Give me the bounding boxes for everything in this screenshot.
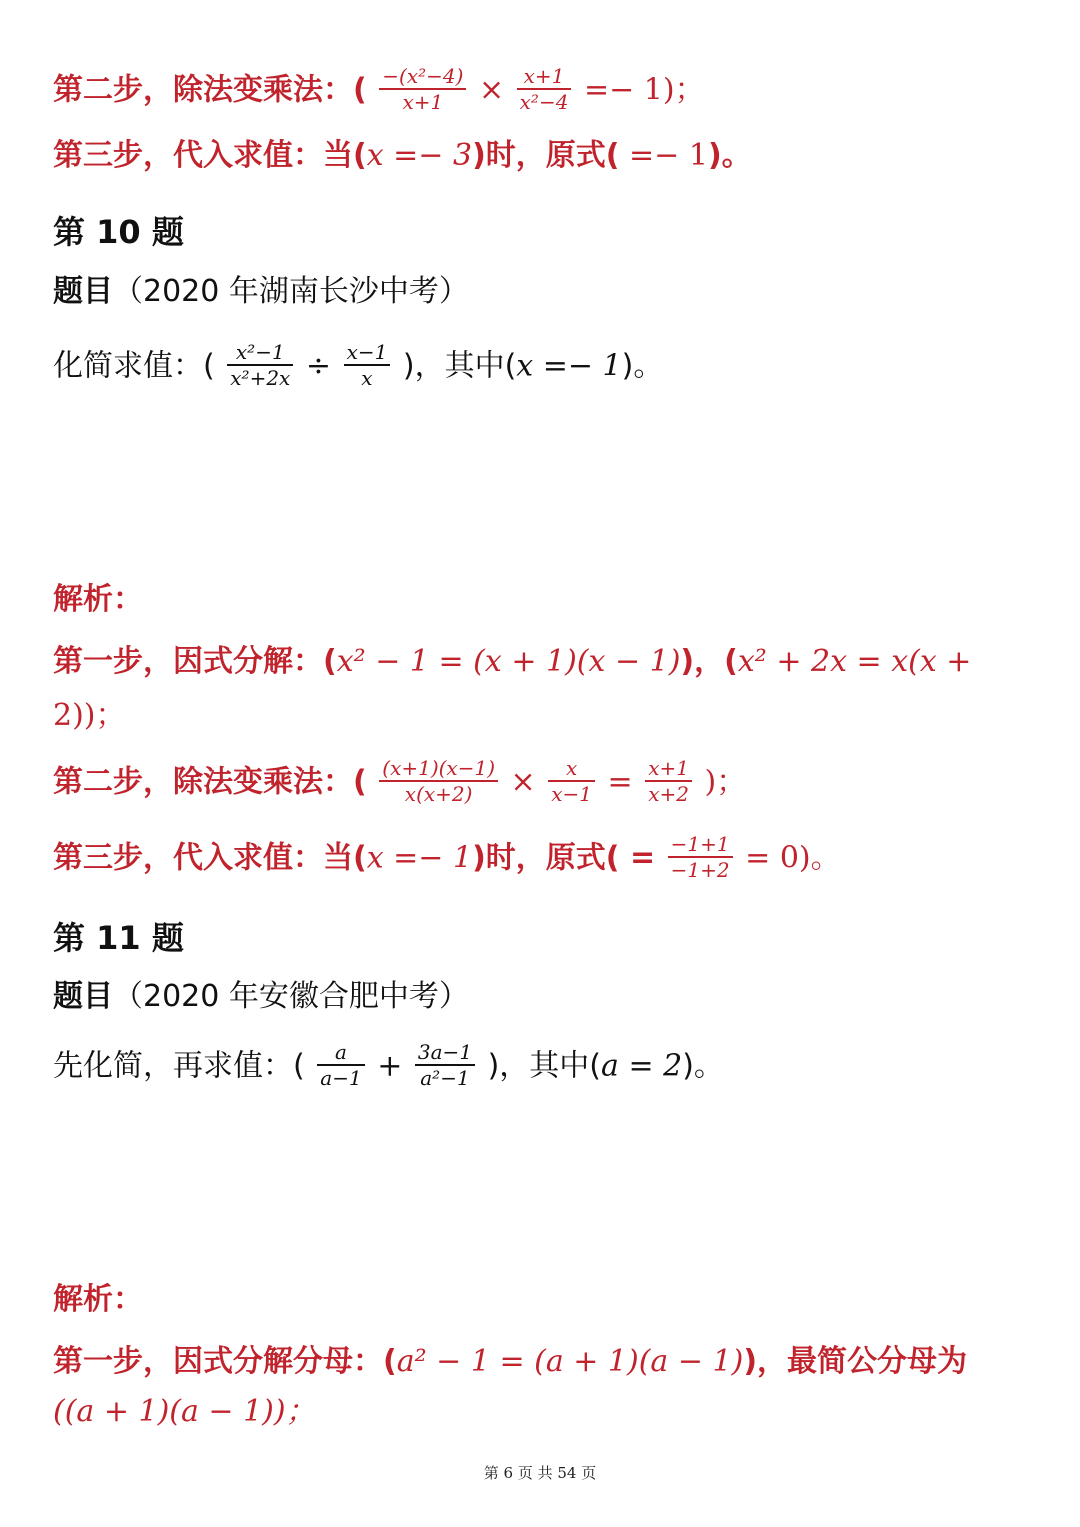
q11-prompt-end: )。 — [682, 1048, 724, 1084]
q10-step3-expr1: x =− 1 — [366, 840, 473, 876]
q10-step3-label: 第三步，代入求值：当( — [53, 840, 367, 876]
q10-prompt — [53, 342, 663, 392]
q11-prompt — [53, 1042, 724, 1092]
q11-step1-tail: )，最简公分母为 — [743, 1344, 968, 1379]
q10-step2-eq: = — [607, 764, 633, 800]
q10-analysis-label: 解析： — [53, 582, 143, 617]
q10-prompt-end: )。 — [621, 348, 664, 384]
q11-analysis-label: 解析： — [53, 1282, 143, 1317]
q11-step1-expr: a² − 1 = (a + 1)(a − 1) — [396, 1344, 744, 1379]
q11-heading: 第 11 题 — [53, 919, 184, 957]
prev-step3 — [53, 136, 752, 176]
q10-step3-mid: )时，原式( = — [472, 840, 656, 876]
prev-step2 — [53, 66, 705, 116]
q10-step1-expr1: x² − 1 = (x + 1)(x − 1) — [336, 644, 681, 679]
prev-step2-frac1: $\frac{\text{−(x²−4)}}{x+1}$ — [379, 64, 466, 114]
q10-frac2: $\frac{x-1}{x}$ — [344, 340, 391, 390]
q10-step2-frac1: $\frac{(x+1)(x-1)}{x(x+2)}$ — [379, 756, 498, 806]
prev-step2-frac2: $\frac{x+1}{\text{x²−4}}$ — [517, 64, 572, 114]
q10-frac1: $\frac{\text{x²−1}}{\text{x²+2x}}$ — [227, 340, 293, 390]
q10-heading: 第 10 题 — [53, 213, 184, 251]
prev-step3-mid: )时，原式( — [472, 138, 620, 173]
q10-title-label: 题目 — [53, 274, 113, 309]
q10-step1-cont: 2))； — [53, 698, 126, 733]
prev-step3-expr2: =− 1 — [619, 138, 708, 173]
prev-step3-label: 第三步，代入求值：当( — [53, 138, 367, 173]
q11-title — [53, 977, 469, 1017]
q10-step3 — [53, 834, 841, 884]
prev-step2-times: × — [478, 72, 505, 108]
q11-source: （2020 年安徽合肥中考） — [113, 979, 469, 1014]
q11-step1 — [53, 1342, 967, 1382]
q10-step1 — [53, 642, 971, 682]
q10-step2-frac2: $\frac{x}{x-1}$ — [548, 756, 595, 806]
q11-frac2: $\frac{3a-1}{\text{a²−1}}$ — [415, 1040, 475, 1090]
q10-step2-tail: )； — [704, 764, 747, 800]
q11-step1-cont: ((a + 1)(a − 1))； — [53, 1394, 316, 1429]
page-footer: 第 6 页 共 54 页 — [483, 1464, 597, 1482]
q11-step1-label: 第一步，因式分解分母：( — [53, 1344, 397, 1379]
q11-plus: + — [377, 1048, 403, 1084]
q11-prompt-mid: )，其中( — [487, 1048, 602, 1084]
q10-step1-mid: )，( — [680, 644, 738, 679]
q11-cond: a = 2 — [601, 1048, 683, 1084]
q10-cond: x =− 1 — [516, 348, 622, 384]
q10-step2-label: 第二步，除法变乘法：( — [53, 764, 367, 800]
q10-step2-frac3: $\frac{x+1}{x+2}$ — [645, 756, 692, 806]
prev-step3-tail: )。 — [707, 138, 752, 173]
q11-frac1: $\frac{a}{a-1}$ — [317, 1040, 364, 1090]
q10-step1-expr2: x² + 2x = x(x + — [737, 644, 972, 679]
q10-source: （2020 年湖南长沙中考） — [113, 274, 469, 309]
q10-step2 — [53, 758, 746, 808]
prev-step2-label: 第二步，除法变乘法：( — [53, 72, 367, 108]
q11-prompt-label: 先化简，再求值：( — [53, 1048, 305, 1084]
q11-title-label: 题目 — [53, 979, 113, 1014]
q10-div: ÷ — [305, 348, 332, 384]
q10-step2-times: × — [510, 764, 536, 800]
q10-step1-label: 第一步，因式分解：( — [53, 644, 337, 679]
q10-prompt-label: 化简求值：( — [53, 348, 215, 384]
prev-step3-expr1: x =− 3 — [366, 138, 473, 173]
q10-title — [53, 272, 469, 312]
q10-step3-tail: = 0)。 — [745, 840, 841, 876]
prev-step2-tail: =− 1)； — [583, 72, 705, 108]
q10-step3-frac: $\frac{-1+1}{-1+2}$ — [668, 832, 733, 882]
q10-prompt-mid: )，其中( — [402, 348, 517, 384]
